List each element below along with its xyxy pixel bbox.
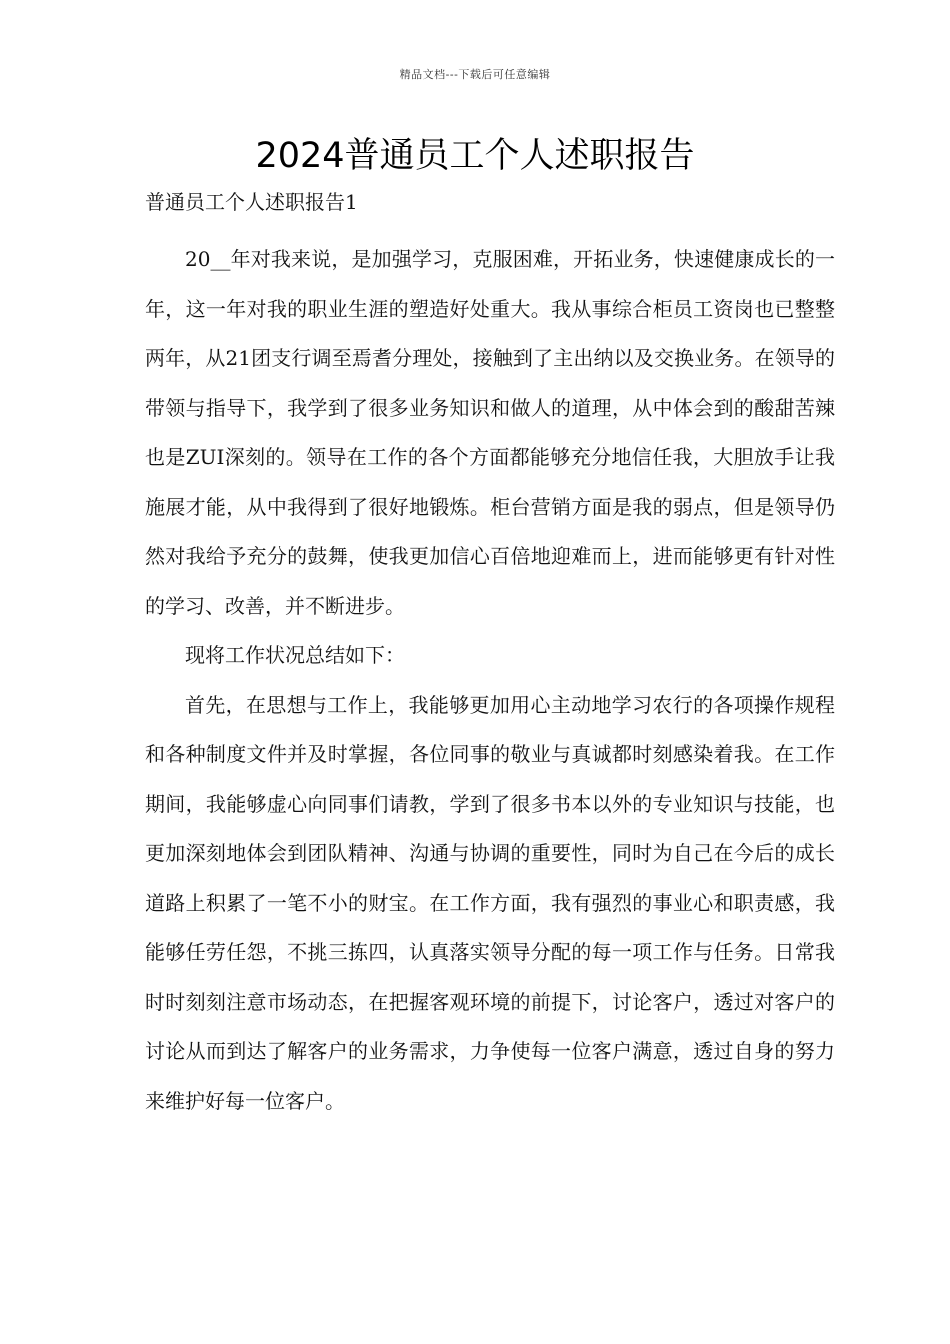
paragraph-intro: 20__年对我来说，是加强学习，克服困难，开拓业务，快速健康成长的一年，这一年对我的职业生涯的塑造好处重大。我从事综合柜员工资岗也已整整两年，从21团支行调至焉耆分理处，接触到了主出纳以及交换业务。在领导的带领与指导下，我学到了很多业务知识和做人的道理，从中体会到的酸甜苦辣也是ZUI深刻的。领导在工作的各个方面都能够充分地信任我，大胆放手让我施展才能，从中我得到了很好地锻炼。柜台营销方面是我的弱点，但是领导仍然对我给予充分的鼓舞，使我更加信心百倍地迎难而上，进而能够更有针对性的学习、改善，并不断进步。 xyxy=(145,247,835,618)
header-note: 精品文档---下载后可任意编辑 xyxy=(399,68,551,81)
document-body xyxy=(145,235,835,1126)
paragraph-summary-lead: 现将工作状况总结如下： xyxy=(185,643,405,667)
paragraph-first-point: 首先，在思想与工作上，我能够更加用心主动地学习农行的各项操作规程和各种制度文件并及时掌握，各位同事的敬业与真诚都时刻感染着我。在工作期间，我能够虚心向同事们请教，学到了很多书本以外的专业知识与技能，也更加深刻地体会到团队精神、沟通与协调的重要性，同时为自己在今后的成长道路上积累了一笔不小的财宝。在工作方面，我有强烈的事业心和职责感，我能够任劳任怨，不挑三拣四，认真落实领导分配的每一项工作与任务。日常我时时刻刻注意市场动态，在把握客观环境的前提下，讨论客户，透过对客户的讨论从而到达了解客户的业务需求，力争使每一位客户满意，透过自身的努力来维护好每一位客户。 xyxy=(145,692,835,1113)
document-title: 2024普通员工个人述职报告 xyxy=(255,136,695,176)
section-heading: 普通员工个人述职报告1 xyxy=(145,190,358,214)
